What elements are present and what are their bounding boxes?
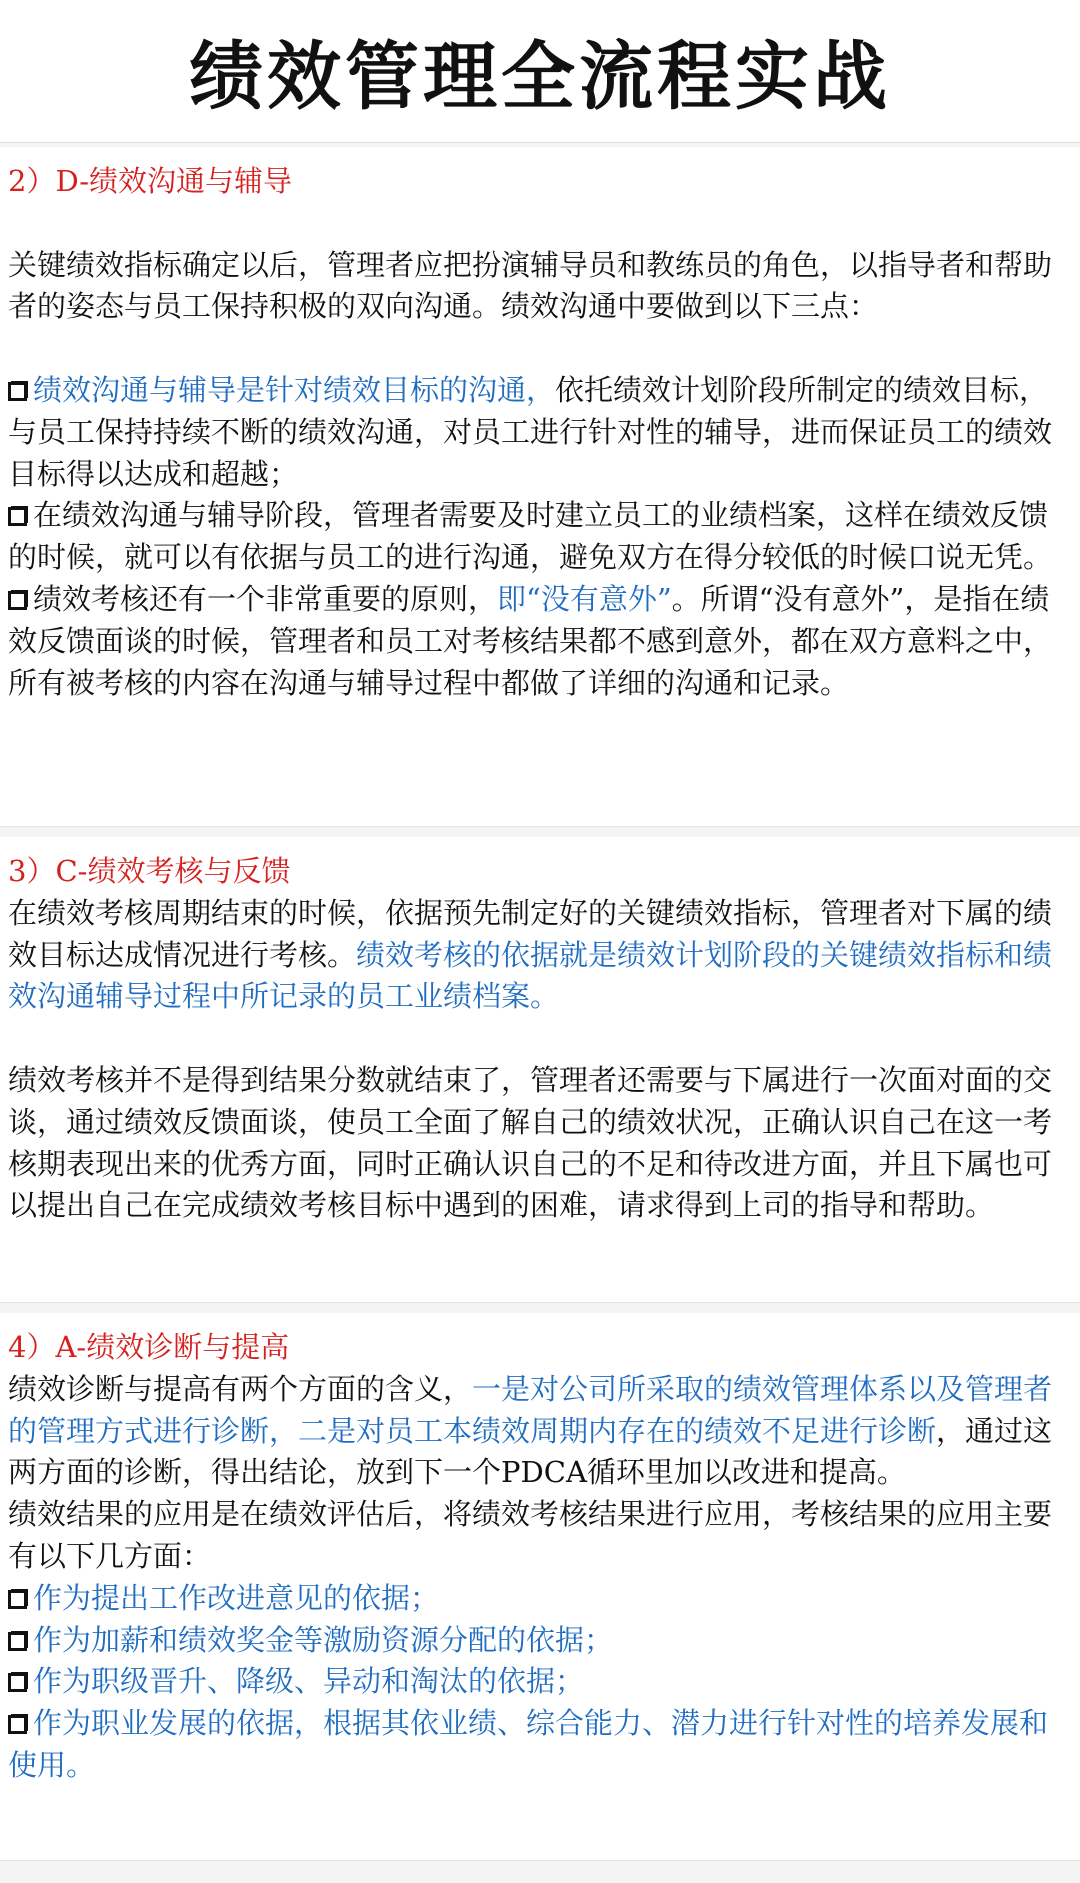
checkbox-icon (8, 1632, 27, 1651)
paragraph-text: 在绩效考核周期结束的时候，依据预先制定好的关键绩效指标，管理者对下属的绩效目标达成情况进行考核。 (8, 895, 1053, 972)
list-item (8, 1703, 1072, 1787)
paragraph: 绩效考核并不是得到结果分数就结束了，管理者还需要与下属进行一次面对面的交谈，通过绩效反馈面谈，使员工全面了解自己的绩效状况，正确认识自己在这一考核期表现出来的优秀方面，同时正确认识自己的不足和待改进方面，并且下属也可以提出自己在完成绩效考核目标中遇到的困难，请求得到上司的指导和帮助。 (8, 1062, 1053, 1223)
bullet-text: 在绩效沟通与辅导阶段，管理者需要及时建立员工的业绩档案，这样在绩效反馈的时候，就可以有依据与员工的进行沟通，避免双方在得分较低的时候口说无凭。 (8, 498, 1053, 575)
bullet-item (8, 579, 1072, 704)
page-title: 绩效管理全流程实战 (189, 34, 891, 120)
section-heading: 3）C-绩效考核与反馈 (8, 854, 291, 888)
checkbox-icon (8, 1590, 27, 1609)
bullet-text: 依托绩效计划阶段所制定的绩效目标，与员工保持持续不断的绩效沟通，对员工进行针对性的辅导，进而保证员工的绩效目标得以达成和超越； (8, 372, 1053, 491)
checkbox-icon (8, 507, 27, 526)
bullet-item (8, 370, 1072, 495)
list-item (8, 1578, 1072, 1620)
section-intro: 关键绩效指标确定以后，管理者应把扮演辅导员和教练员的角色，以指导者和帮助者的姿态与员工保持积极的双向沟通。绩效沟通中要做到以下三点： (8, 247, 1053, 324)
section-do (0, 147, 1080, 827)
bullet-item (8, 495, 1072, 579)
highlight-text: 绩效沟通与辅导是针对绩效目标的沟通， (33, 372, 556, 407)
title-banner (0, 0, 1080, 143)
list-item-text: 作为职级晋升、降级、异动和淘汰的依据； (33, 1664, 585, 1699)
list-item (8, 1620, 1072, 1662)
section-check (0, 837, 1080, 1303)
checkbox-icon (8, 1673, 27, 1692)
paragraph (8, 893, 1072, 1018)
bullet-text: 。所谓“没有意外”，是指在绩效反馈面谈的时候，管理者和员工对考核结果都不感到意外，都在双方意料之中，所有被考核的内容在沟通与辅导过程中都做了详细的沟通和记录。 (8, 581, 1053, 700)
bullet-text: 绩效考核还有一个非常重要的原则， (33, 581, 498, 616)
checkbox-icon (8, 591, 27, 610)
paragraph-text: ，通过这两方面的诊断，得出结论，放到下一个PDCA循环里加以改进和提高。 (8, 1413, 1053, 1490)
list-item-text: 作为加薪和绩效奖金等激励资源分配的依据； (33, 1622, 614, 1657)
section-heading: 4）A-绩效诊断与提高 (8, 1330, 290, 1364)
list-item-text: 作为职业发展的依据，根据其依业绩、综合能力、潜力进行针对性的培养发展和使用。 (8, 1706, 1049, 1782)
paragraph-text: 绩效诊断与提高有两个方面的含义， (8, 1371, 473, 1406)
section-heading: 2）D-绩效沟通与辅导 (8, 164, 293, 198)
checkbox-icon (8, 382, 27, 401)
paragraph: 绩效结果的应用是在绩效评估后，将绩效考核结果进行应用，考核结果的应用主要有以下几方面： (8, 1497, 1053, 1573)
list-item-text: 作为提出工作改进意见的依据； (33, 1580, 440, 1615)
list-item (8, 1661, 1072, 1703)
paragraph (8, 1369, 1072, 1494)
highlight-text: 绩效考核的依据就是绩效计划阶段的关键绩效指标和绩效沟通辅导过程中所记录的员工业绩档案。 (8, 937, 1053, 1014)
highlight-text: 一是对公司所采取的绩效管理体系以及管理者的管理方式进行诊断，二是对员工本绩效周期内存在的绩效不足进行诊断 (8, 1371, 1053, 1448)
checkbox-icon (8, 1715, 27, 1734)
section-act (0, 1313, 1080, 1861)
highlight-text: 即“没有意外” (497, 581, 672, 616)
